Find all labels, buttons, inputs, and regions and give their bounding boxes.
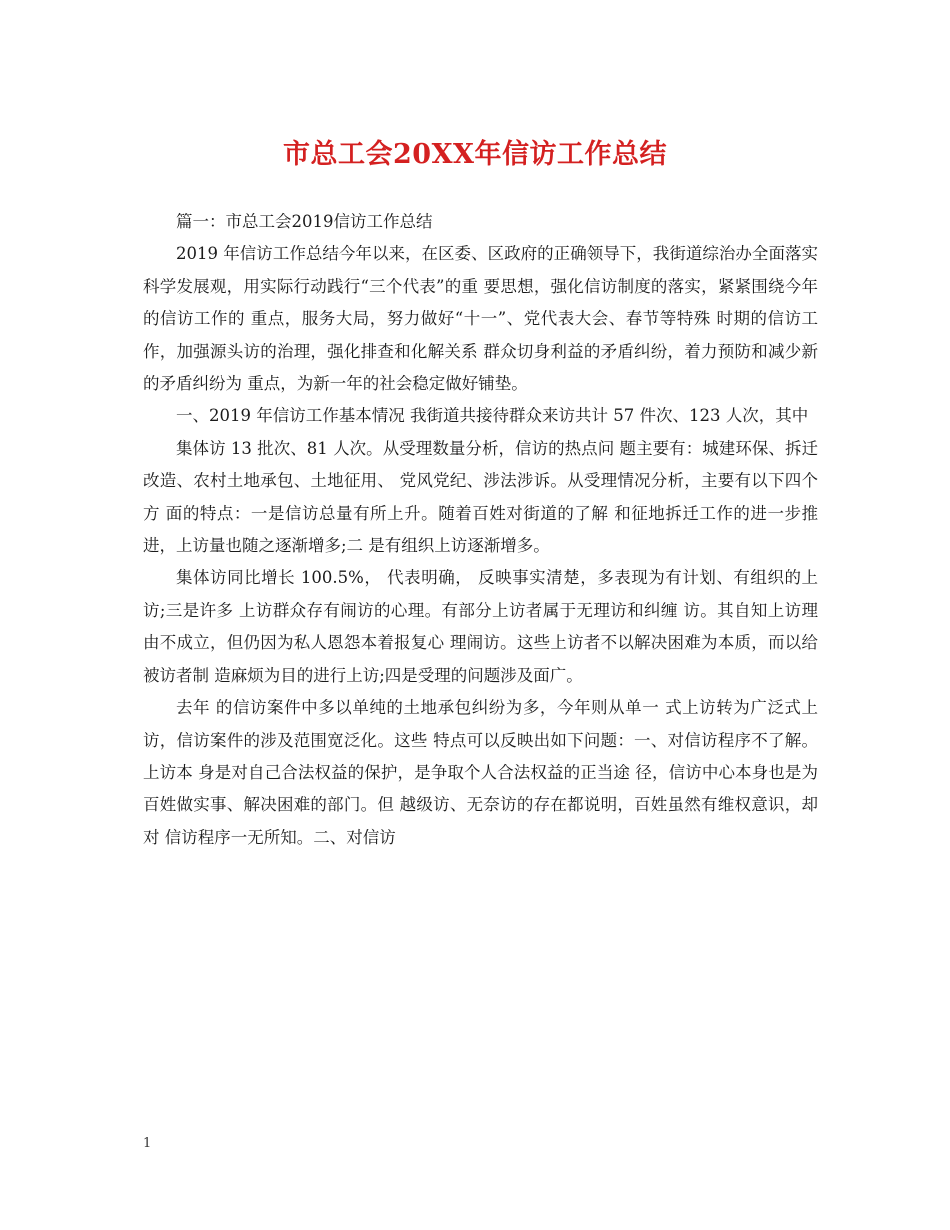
paragraph-collective-visits: 集体访 13 批次、81 人次。从受理数量分析，信访的热点问 题主要有：城建环保、拆迁改造、农村土地承包、土地征用、 党风党纪、涉法涉诉。从受理情况分析，主要有以下四个方 面的特点：一是信访总量有所上升。随着百姓对街道的了解 和征地拆迁工作的进一步推进，上访量也随之逐渐增多;二 是有组织上访逐渐增多。 (143, 438, 818, 556)
paragraph-basic-situation: 一、2019 年信访工作基本情况 我街道共接待群众来访共计 57 件次、123 人次，其中 (176, 406, 809, 426)
document-body (143, 206, 818, 854)
paragraph-section-heading: 篇一：市总工会2019信访工作总结 (176, 212, 433, 231)
document-title: 市总工会20XX年信访工作总结 (283, 139, 667, 170)
paragraph-intro: 2019 年信访工作总结今年以来，在区委、区政府的正确领导下，我街道综治办全面落实科学发展观，用实际行动践行“三个代表”的重 要思想，强化信访制度的落实，紧紧围绕今年的信访工作的 重点，服务大局，努力做好“十一”、党代表大会、春节等特殊 时期的信访工作，加强源头访的治理，强化排查和化解关系 群众切身利益的矛盾纠纷，着力预防和减少新的矛盾纠纷为 重点，为新一年的社会稳定做好铺垫。 (143, 244, 818, 394)
paragraph-last-year: 去年 的信访案件中多以单纯的土地承包纠纷为多，今年则从单一 式上访转为广泛式上访，信访案件的涉及范围宽泛化。这些 特点可以反映出如下问题：一、对信访程序不了解。上访本 身是对自己合法权益的保护，是争取个人合法权益的正当途 径，信访中心本身也是为百姓做实事、解决困难的部门。但 越级访、无奈访的存在都说明，百姓虽然有维权意识，却对 信访程序一无所知。二、对信访 (143, 698, 818, 847)
page-number: 1 (143, 1136, 152, 1151)
paragraph-growth: 集体访同比增长 100.5%， 代表明确， 反映事实清楚，多表现为有计划、有组织的上访;三是许多 上访群众存有闹访的心理。有部分上访者属于无理访和纠缠 访。其自知上访理由不成立，但仍因为私人恩怨本着报复心 理闹访。这些上访者不以解决困难为本质，而以给被访者制 造麻烦为目的进行上访;四是受理的问题涉及面广。 (143, 568, 818, 685)
